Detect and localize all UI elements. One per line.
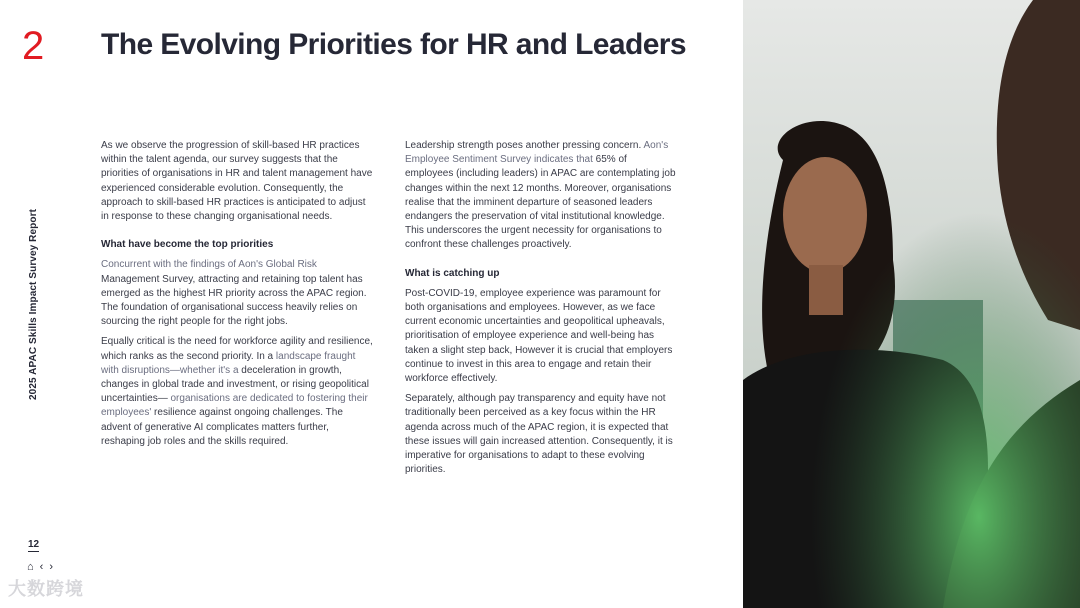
report-side-label: 2025 APAC Skills Impact Survey Report xyxy=(28,209,39,400)
photo-illustration xyxy=(743,0,1080,608)
catching-up-heading: What is catching up xyxy=(405,267,500,279)
paragraph-text: resilience against ongoing challenges. The advent of generative AI complicates matters further, reshaping job roles and the skills required. xyxy=(101,407,343,447)
employee-experience-paragraph: Post-COVID-19, employee experience was paramount for both organisations and employees. However, as we face current economic uncertainties and geopolitical upheavals, prioritisation of employee experience and well-being has taken a slight step back, However it is crucial that employers continue to invest in this area to engage and retain their workforce effectively. xyxy=(405,287,673,385)
risk-survey-link[interactable]: Concurrent with the findings of Aon's Global Risk xyxy=(101,259,317,271)
home-icon[interactable]: ⌂ xyxy=(27,561,34,573)
pay-transparency-paragraph: Separately, although pay transparency and equity have not traditionally been perceived as a key focus within the HR agenda across much of the APAC region, it is expected that these issues will gain increased attention. Consequently, it is imperative for organisations to adapt to these evolving priorities. xyxy=(405,393,673,476)
paragraph-text: Equally critical is the need for workforce agility and resilience, which ranks as the second priority. In a xyxy=(101,336,373,362)
hero-photo xyxy=(743,0,1080,608)
leadership-paragraph xyxy=(405,139,677,253)
section-number: 2 xyxy=(22,24,45,68)
paragraph-text: Management Survey, attracting and retaining top talent has emerged as the highest HR priority across the APAC region. The foundation of organisational success heavily relies on sourcing the right people for the right jobs. xyxy=(101,273,367,328)
inline-link[interactable]: organisations are dedicated to fostering their employees' xyxy=(101,393,368,419)
paragraph-text: deceleration in growth, changes in global trade and investment, or rising geopolitical uncertainties— xyxy=(101,364,369,405)
inline-link[interactable]: landscape fraught with disruptions—whether it's a xyxy=(101,350,356,376)
chevron-right-icon[interactable]: › xyxy=(49,561,53,573)
left-text-column xyxy=(101,139,373,455)
right-text-column xyxy=(405,139,677,483)
watermark-logo: 大数跨境 xyxy=(8,579,84,599)
top-priorities-paragraph-2 xyxy=(101,335,373,449)
paragraph-text: 65% of employees (including leaders) in APAC are contemplating job changes within the next 12 months. Moreover, organisations realise that the imminent departure of seasoned leaders endangers the preservation of vital institutional knowledge. This underscores the urgent necessity for organisations to confront these challenges proactively. xyxy=(405,154,676,251)
top-priorities-paragraph-1 xyxy=(101,258,373,329)
top-priorities-heading: What have become the top priorities xyxy=(101,239,274,251)
chevron-left-icon[interactable]: ‹ xyxy=(39,561,44,573)
page-title: The Evolving Priorities for HR and Leaders xyxy=(101,28,686,61)
sentiment-survey-link[interactable]: Aon's Employee Sentiment Survey indicates that xyxy=(405,140,669,166)
page-number: 12 xyxy=(28,539,40,550)
page-navigation xyxy=(27,562,53,573)
paragraph-text: Leadership strength poses another pressing concern. xyxy=(405,140,644,151)
intro-paragraph: As we observe the progression of skill-based HR practices within the talent agenda, our survey suggests that the priorities of organisations in HR and talent management have experienced considerable evolution. Consequently, the approach to skill-based HR practices is anticipated to adjust in response to these changing organisational needs. xyxy=(101,140,373,223)
